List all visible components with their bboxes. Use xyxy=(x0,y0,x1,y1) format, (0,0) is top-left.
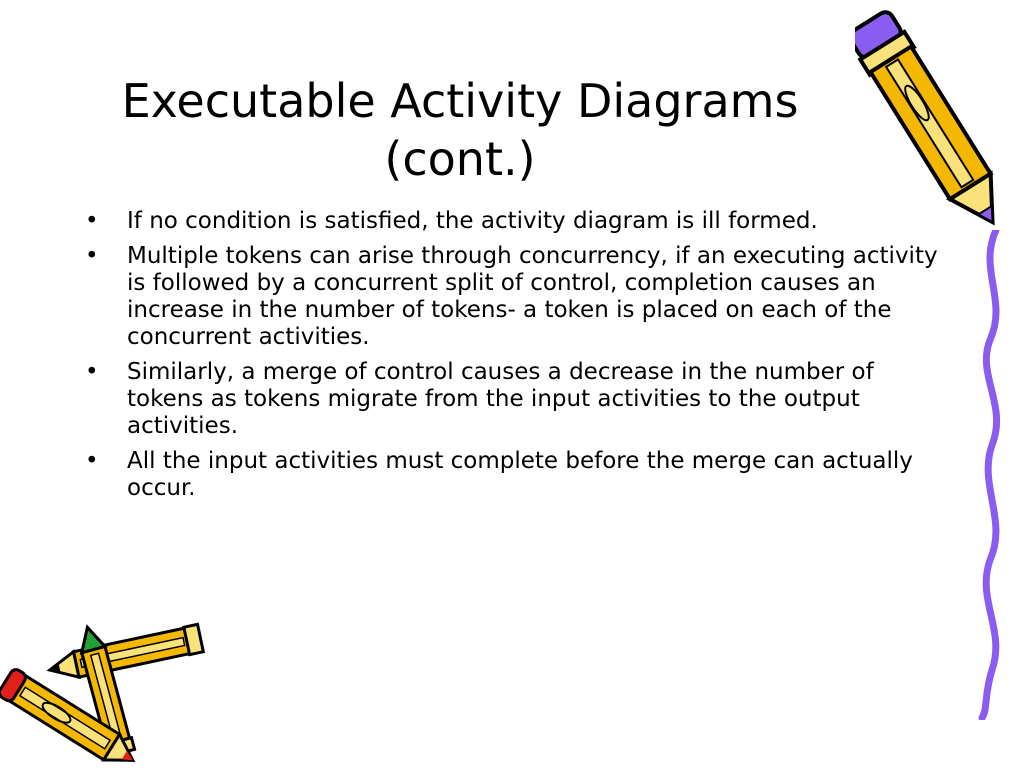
bullet-item xyxy=(85,448,945,502)
bullet-text: Multiple tokens can arise through concurrency, if an executing activity is followed by a concurrent split of control, completion causes an increase in the number of tokens- a token is placed on each of the concurrent activities. xyxy=(127,243,938,350)
pencil-icon xyxy=(855,0,1005,245)
slide-title xyxy=(60,72,860,188)
bullet-text: Similarly, a merge of control causes a decrease in the number of tokens as tokens migrate from the input activities to the output activities. xyxy=(127,359,874,439)
crossed-pencils-icon xyxy=(0,618,215,763)
bullet-item xyxy=(85,359,945,440)
bullet-list xyxy=(85,208,945,510)
bullet-dot-icon: • xyxy=(85,448,99,474)
title-line-2: (cont.) xyxy=(384,132,536,186)
bullet-item xyxy=(85,243,945,351)
bullet-text: If no condition is satisfied, the activity diagram is ill formed. xyxy=(127,208,818,234)
bullet-item xyxy=(85,208,945,235)
bullet-dot-icon: • xyxy=(85,208,99,234)
wavy-line-icon xyxy=(968,230,1018,720)
title-line-1: Executable Activity Diagrams xyxy=(121,74,799,128)
bullet-text: All the input activities must complete before the merge can actually occur. xyxy=(127,448,913,501)
bullet-dot-icon: • xyxy=(85,359,99,385)
bullet-dot-icon: • xyxy=(85,243,99,269)
